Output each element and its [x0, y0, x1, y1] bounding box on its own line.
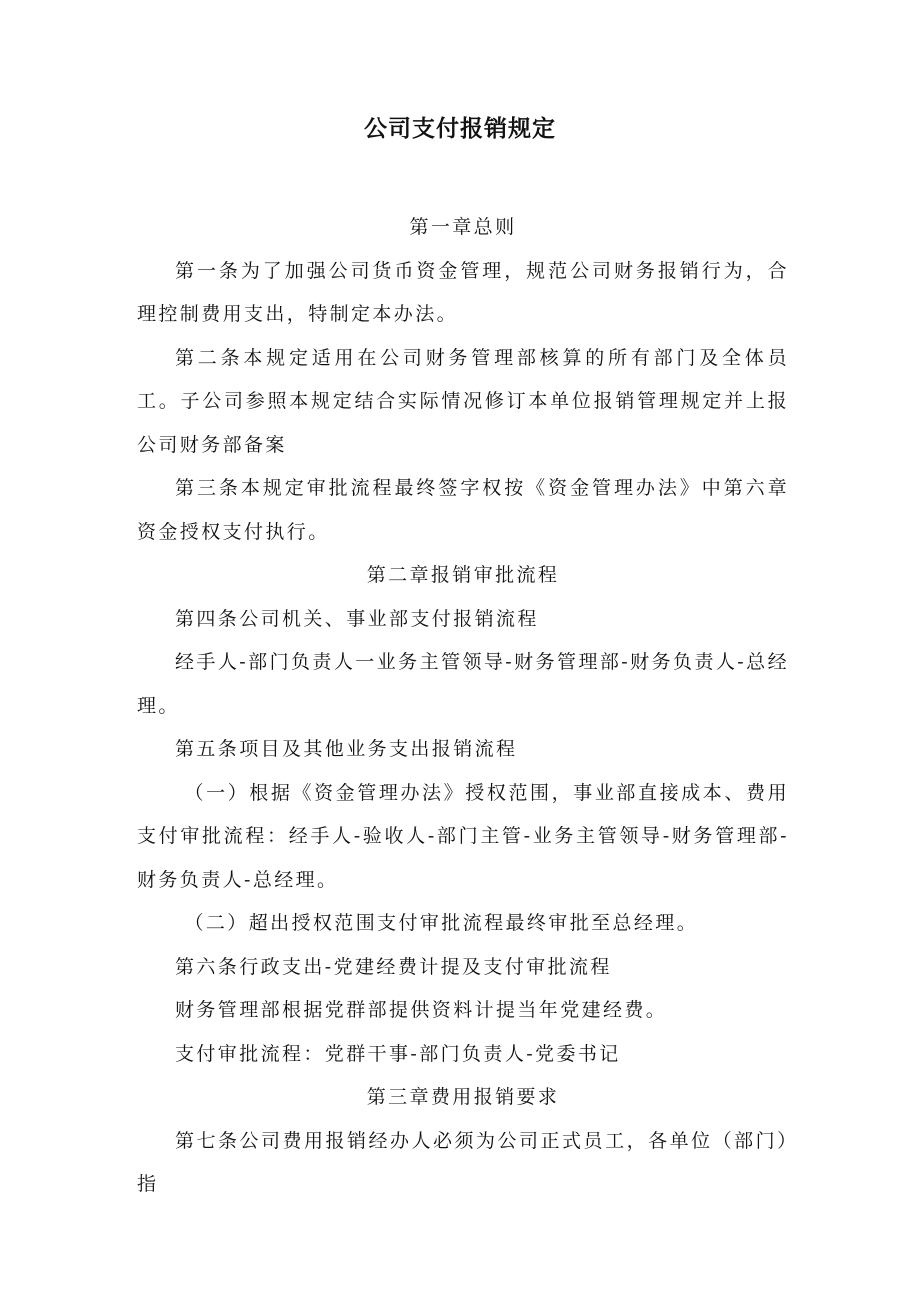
article-paragraph: 第一条为了加强公司货币资金管理，规范公司财务报销行为，合理控制费用支出，特制定本办法。 [137, 259, 789, 325]
document-title: 公司支付报销规定 [364, 116, 556, 142]
article-paragraph: 第五条项目及其他业务支出报销流程 [175, 738, 518, 760]
article-paragraph: 第六条行政支出-党建经费计提及支付审批流程 [175, 955, 612, 978]
article-paragraph: 经手人-部门负责人一业务主管领导-财务管理部-财务负责人-总经理。 [137, 651, 789, 717]
sub-item-paragraph: （二）超出授权范围支付审批流程最终审批至总经理。 [184, 912, 699, 934]
article-paragraph: 第四条公司机关、事业部支付报销流程 [175, 607, 539, 630]
document-body [137, 206, 789, 1207]
chapter-heading: 第三章费用报销要求 [366, 1086, 560, 1108]
article-paragraph: 支付审批流程：党群干事-部门负责人-党委书记 [175, 1042, 621, 1065]
article-paragraph: 第三条本规定审批流程最终签字权按《资金管理办法》中第六章资金授权支付执行。 [137, 477, 789, 543]
sub-item-paragraph: （一）根据《资金管理办法》授权范围，事业部直接成本、费用支付审批流程：经手人-验收人-部门主管-业务主管领导-财务管理部-财务负责人-总经理。 [137, 781, 789, 891]
article-paragraph: 第二条本规定适用在公司财务管理部核算的所有部门及全体员工。子公司参照本规定结合实际情况修订本单位报销管理规定并上报公司财务部备案 [137, 346, 789, 456]
chapter-heading: 第一章总则 [409, 216, 517, 238]
chapter-heading: 第二章报销审批流程 [366, 564, 560, 586]
article-paragraph: 第七条公司费用报销经办人必须为公司正式员工，各单位（部门）指 [137, 1129, 789, 1195]
article-paragraph: 财务管理部根据党群部提供资料计提当年党建经费。 [175, 999, 668, 1021]
